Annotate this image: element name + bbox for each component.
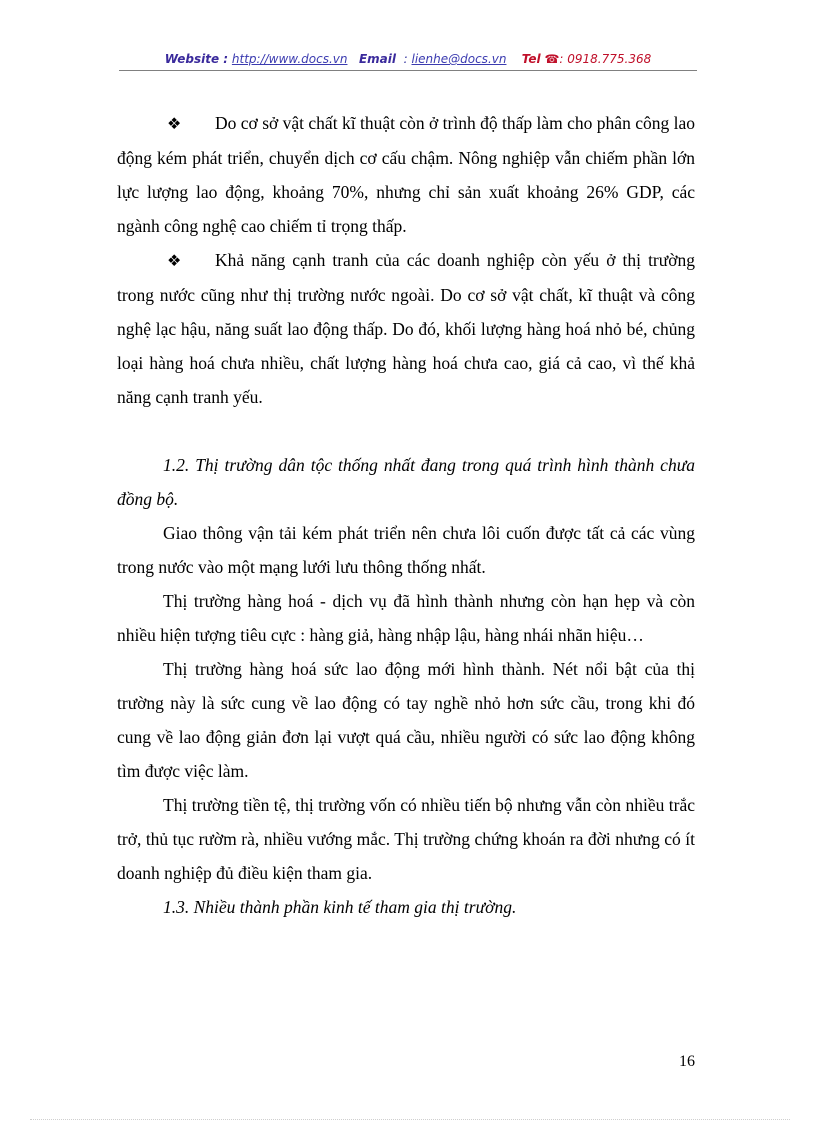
paragraph-bullet-1 <box>117 106 695 243</box>
diamond-bullet-icon: ❖ <box>167 114 182 133</box>
paragraph-labor-market: Thị trường hàng hoá sức lao động mới hình thành. Nét nổi bật của thị trường này là sức cung về lao động có tay nghề nhỏ hơn sức cầu, trong khi đó cung về lao động giản đơn lại vượt quá cầu, nhiều người có sức lao động không tìm được việc làm. <box>117 659 695 781</box>
email-separator: : <box>403 52 408 66</box>
website-link[interactable]: http://www.docs.vn <box>231 52 348 66</box>
page-header <box>0 51 816 67</box>
section-heading-1-3: 1.3. Nhiều thành phần kinh tế tham gia thị trường. <box>163 897 517 917</box>
spacer <box>117 414 695 448</box>
page-number: 16 <box>679 1053 695 1070</box>
email-link[interactable]: lienhe@docs.vn <box>411 52 507 66</box>
page-bottom-edge <box>30 1119 790 1120</box>
paragraph-text: Khả năng cạnh tranh của các doanh nghiệp còn yếu ở thị trường trong nước cũng như thị trường nước ngoài. Do cơ sở vật chất, kĩ thuật và công nghệ lạc hậu, năng suất lao động thấp. Do đó, khối lượng hàng hoá nhỏ bé, chủng loại hàng hoá chưa nhiều, chất lượng hàng hoá chưa cao, giá cả cao, vì thế khả năng cạnh tranh yếu. <box>117 250 695 407</box>
diamond-bullet-icon: ❖ <box>167 251 182 270</box>
website-label: Website : <box>164 52 229 66</box>
document-body <box>117 106 695 924</box>
email-label: Email <box>358 52 396 66</box>
paragraph-text: Do cơ sở vật chất kĩ thuật còn ở trình độ thấp làm cho phân công lao động kém phát triển, chuyển dịch cơ cấu chậm. Nông nghiệp vẫn chiếm phần lớn lực lượng lao động, khoảng 70%, nhưng chỉ sản xuất khoảng 26% GDP, các ngành công nghệ cao chiếm tỉ trọng thấp. <box>117 113 695 236</box>
paragraph-transport: Giao thông vận tải kém phát triển nên chưa lôi cuốn được tất cả các vùng trong nước vào một mạng lưới lưu thông thống nhất. <box>117 523 695 577</box>
tel-value: : 0918.775.368 <box>559 52 652 66</box>
paragraph-goods-market: Thị trường hàng hoá - dịch vụ đã hình thành nhưng còn hạn hẹp và còn nhiều hiện tượng tiêu cực : hàng giả, hàng nhập lậu, hàng nhái nhãn hiệu… <box>117 591 695 645</box>
paragraph-bullet-2 <box>117 243 695 414</box>
section-heading-1-2: 1.2. Thị trường dân tộc thống nhất đang trong quá trình hình thành chưa đồng bộ. <box>117 455 695 509</box>
tel-label: Tel <box>521 52 541 66</box>
paragraph-capital-market: Thị trường tiền tệ, thị trường vốn có nhiều tiến bộ nhưng vẫn còn nhiều trắc trở, thủ tục rườm rà, nhiều vướng mắc. Thị trường chứng khoán ra đời nhưng có ít doanh nghiệp đủ điều kiện tham gia. <box>117 795 695 883</box>
telephone-icon: ☎ <box>544 52 560 66</box>
header-divider <box>119 70 697 71</box>
